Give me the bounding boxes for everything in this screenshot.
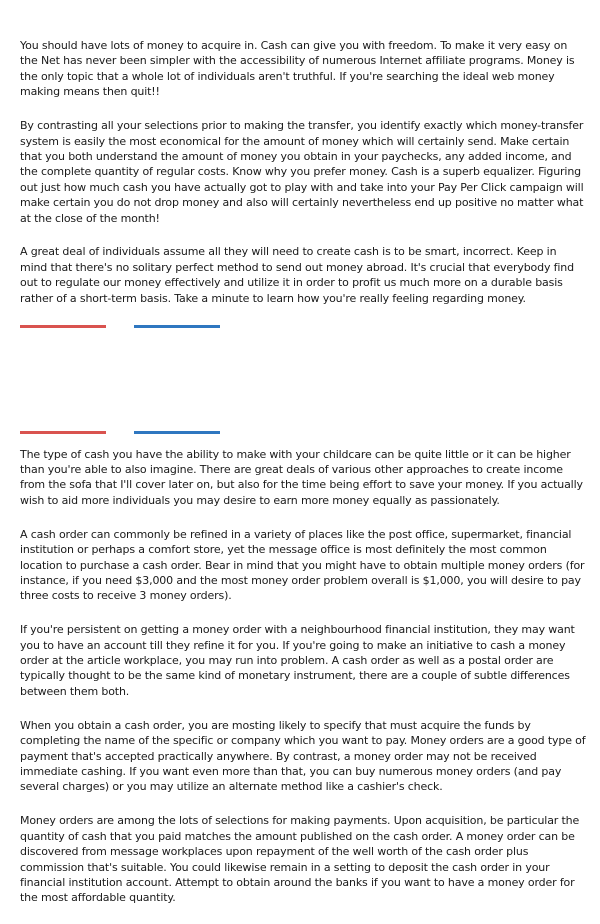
paragraph-6: If you're persistent on getting a money order with a neighbourhood financial institution, they may want you to have an account till they refine it for you. If you're going to make an initiative to cash a money order at the article workplace, you may run into problem. A cash order as well as a postal order are typically thought to be the same kind of monetary instrument, there are a couple of subtle differences between them both. bbox=[20, 623, 575, 698]
document-body bbox=[20, 38, 586, 924]
paragraph-2: By contrasting all your selections prior to making the transfer, you identify exactly which money-transfer system is easily the most economical for the amount of money which will certainly send. Make certain that you both understand the amount of money you obtain in your paychecks, any added income, and the complete quantity of regular costs. Know why you prefer money. Cash is a superb equalizer. Figuring out just how much cash you have actually got to play with and take into your Pay Per Click campaign will make certain you do not drop money and also will certainly nevertheless end up positive no matter what at the close of the month! bbox=[20, 119, 584, 225]
paragraph-8: Money orders are among the lots of selections for making payments. Upon acquisition, be particular the quantity of cash that you paid matches the amount published on the cash order. A money order can be discovered from message workplaces upon repayment of the well worth of the cash order plus commission that's suitable. You could likewise remain in a setting to deposit the cash order in your financial institution account. Attempt to obtain around the banks if you want to have a money order for the most affordable quantity. bbox=[20, 814, 580, 905]
divider-red-top bbox=[20, 325, 106, 328]
paragraph-5: A cash order can commonly be refined in a variety of places like the post office, supermarket, financial institution or perhaps a comfort store, yet the message office is most definitely the most common location to purchase a cash order. Bear in mind that you might have to obtain multiple money orders (for instance, if you need $3,000 and the most money order problem overall is $1,000, you will desire to pay three costs to receive 3 money orders). bbox=[20, 527, 585, 603]
paragraph-4: The type of cash you have the ability to make with your childcare can be quite little or it can be higher than you're able to also imagine. There are great deals of various other approaches to create income from the sofa that I'll cover later on, but also for the time being effort to save your money. If you actually wish to aid more individuals you may desire to earn more money equally as passionately. bbox=[20, 447, 583, 507]
paragraph-1: You should have lots of money to acquire in. Cash can give you with freedom. To make it very easy on the Net has never been simpler with the accessibility of numerous Internet affiliate programs. Money is the only topic that a whole lot of individuals aren't truthful. If you're searching the ideal web money making means then quit!! bbox=[20, 39, 575, 99]
divider-block bbox=[20, 325, 586, 447]
paragraph-3: A great deal of individuals assume all they will need to create cash is to be smart, incorrect. Keep in mind that there's no solitary perfect method to send out money abroad. It's crucial that everybody find out to regulate our money effectively and utilize it in order to profit us much more on a durable basis rather of a short-term basis. Take a minute to learn how you're really feeling regarding money. bbox=[20, 245, 574, 305]
divider-blue-bottom bbox=[134, 431, 220, 434]
divider-red-bottom bbox=[20, 431, 106, 434]
divider-blue-top bbox=[134, 325, 220, 328]
paragraph-7: When you obtain a cash order, you are mosting likely to specify that must acquire the funds by completing the name of the specific or company which you want to pay. Money orders are a good type of payment that's accepted practically anywhere. By contrast, a money order may not be received immediate cashing. If you want even more than that, you can buy numerous money orders (and pay several charges) or you may utilize an alternate method like a cashier's check. bbox=[20, 718, 586, 794]
